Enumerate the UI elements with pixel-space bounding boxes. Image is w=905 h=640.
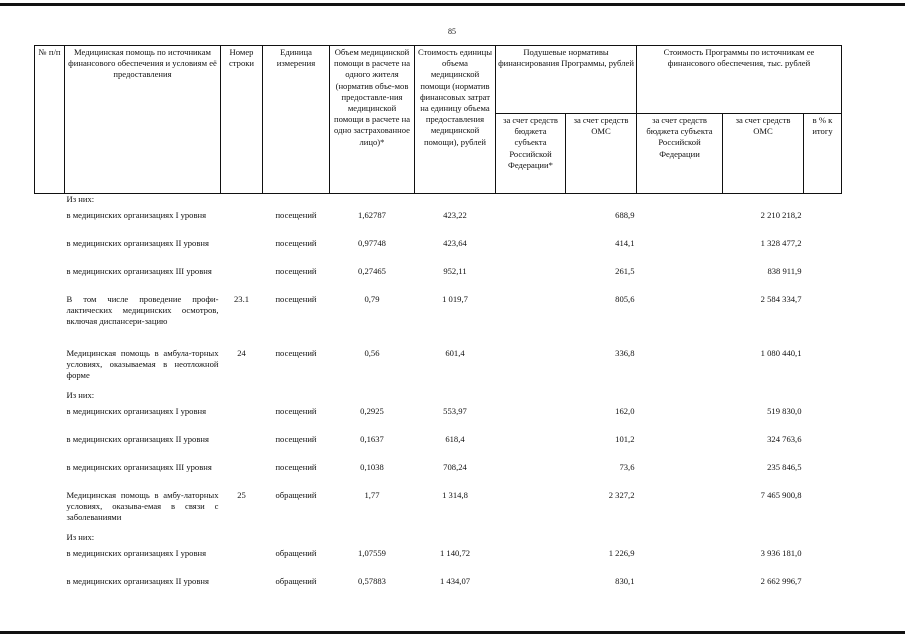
- cell-prog-pct: [804, 576, 842, 604]
- table-body: [35, 194, 842, 604]
- cell-unit: посещений: [275, 209, 317, 220]
- table-row: [35, 390, 842, 406]
- cell-percap-oms: 162,0: [615, 405, 635, 416]
- cell-name: в медицинских организациях II уровня: [66, 433, 209, 444]
- table-row: [35, 576, 842, 604]
- cell-prog-budget: [637, 406, 723, 434]
- cell-percap-budget: [496, 348, 566, 390]
- cell-row: 23.1: [233, 293, 250, 304]
- cell-num: [35, 490, 65, 532]
- cell-num: [35, 294, 65, 348]
- cell-num: [35, 462, 65, 490]
- cell-prog-pct: [804, 490, 842, 532]
- cell-prog-oms: 3 936 181,0: [760, 547, 802, 558]
- cell-volume: 0,56: [364, 347, 380, 358]
- cell-prog-oms: 2 210 218,2: [760, 209, 802, 220]
- cell-prog-pct: [804, 548, 842, 576]
- cell-percap-budget: [496, 390, 566, 406]
- cell-prog-pct: [804, 462, 842, 490]
- cell-unit: посещений: [275, 293, 317, 304]
- cell-name: в медицинских организациях I уровня: [66, 405, 207, 416]
- cell-num: [35, 548, 65, 576]
- header-percap: Подушевые нормативы финансирования Программы, рублей: [496, 46, 637, 114]
- cell-name: Из них:: [66, 389, 95, 400]
- cell-percap-budget: [496, 490, 566, 532]
- cell-percap-oms: 2 327,2: [608, 489, 635, 500]
- cell-num: [35, 532, 65, 548]
- table-header: [35, 46, 842, 194]
- table-row: [35, 532, 842, 548]
- cell-row: [221, 532, 263, 548]
- page-number: 85: [448, 27, 456, 36]
- header-prog-pct: в % к итогу: [804, 114, 842, 194]
- cell-prog-budget: [637, 266, 723, 294]
- cell-unit: посещений: [275, 347, 317, 358]
- cell-unit: посещений: [275, 405, 317, 416]
- cell-num: [35, 406, 65, 434]
- cell-prog-budget: [637, 548, 723, 576]
- cell-prog-pct: [804, 406, 842, 434]
- financing-table: [34, 45, 842, 604]
- cell-volume: [330, 532, 415, 548]
- cell-prog-oms: 235 846,5: [767, 461, 802, 472]
- cell-row: [221, 194, 263, 210]
- cell-prog-budget: [637, 434, 723, 462]
- cell-percap-oms: 336,8: [615, 347, 635, 358]
- cell-name: в медицинских организациях II уровня: [66, 575, 209, 586]
- cell-name: в медицинских организациях I уровня: [66, 209, 207, 220]
- header-row: Номер строки: [221, 46, 263, 194]
- cell-prog-pct: [804, 210, 842, 238]
- cell-percap-oms: 73,6: [619, 461, 635, 472]
- cell-percap-budget: [496, 194, 566, 210]
- cell-percap-budget: [496, 462, 566, 490]
- cell-prog-pct: [804, 434, 842, 462]
- cell-prog-oms: 838 911,9: [767, 265, 802, 276]
- cell-name: Медицинская помощь в амбу-латорных условиях, оказыва-емая в связи с заболеваниями: [66, 489, 219, 522]
- cell-percap-oms: [566, 194, 637, 210]
- header-program: Стоимость Программы по источникам ее финансового обеспечения, тыс. рублей: [637, 46, 842, 114]
- cell-name: Из них:: [66, 531, 95, 542]
- cell-percap-budget: [496, 576, 566, 604]
- cell-cost: 553,97: [443, 405, 467, 416]
- top-border: [0, 3, 905, 6]
- cell-name: Медицинская помощь в амбула-торных условиях, оказываемая в неотложной форме: [66, 347, 219, 380]
- cell-cost: [415, 532, 496, 548]
- cell-prog-pct: [804, 238, 842, 266]
- table-row: [35, 406, 842, 434]
- cell-name: в медицинских организациях I уровня: [66, 547, 207, 558]
- cell-row: [221, 238, 263, 266]
- cell-num: [35, 238, 65, 266]
- cell-prog-oms: 2 662 996,7: [760, 575, 802, 586]
- cell-volume: [330, 390, 415, 406]
- cell-row: [221, 576, 263, 604]
- table-row: [35, 490, 842, 532]
- cell-row: [221, 210, 263, 238]
- cell-prog-budget: [637, 532, 723, 548]
- cell-volume: 1,62787: [358, 209, 386, 220]
- cell-row: 24: [237, 347, 246, 358]
- cell-percap-budget: [496, 210, 566, 238]
- cell-prog-oms: 324 763,6: [767, 433, 802, 444]
- cell-volume: 1,07559: [358, 547, 386, 558]
- cell-percap-budget: [496, 532, 566, 548]
- cell-percap-oms: 101,2: [615, 433, 635, 444]
- cell-volume: 0,2925: [360, 405, 384, 416]
- cell-volume: 0,1038: [360, 461, 384, 472]
- cell-prog-budget: [637, 210, 723, 238]
- cell-prog-oms: 1 328 477,2: [760, 237, 802, 248]
- cell-prog-budget: [637, 462, 723, 490]
- cell-percap-budget: [496, 266, 566, 294]
- table-row: [35, 210, 842, 238]
- cell-prog-budget: [637, 348, 723, 390]
- cell-cost: 423,22: [443, 209, 467, 220]
- cell-name: В том числе проведение профи-лактических медицинских осмотров, включая диспансери-зацию: [66, 293, 219, 326]
- cell-cost: 1 314,8: [442, 489, 468, 500]
- cell-prog-pct: [804, 532, 842, 548]
- cell-percap-oms: [566, 390, 637, 406]
- cell-num: [35, 576, 65, 604]
- cell-unit: посещений: [275, 433, 317, 444]
- header-cost: Стоимость единицы объема медицинской помощи (норматив финансовых затрат на единицу объема предоставления медицинской помощи), рублей: [415, 46, 496, 194]
- cell-percap-budget: [496, 238, 566, 266]
- header-num: № п/п: [35, 46, 65, 194]
- cell-prog-oms: 519 830,0: [767, 405, 802, 416]
- cell-percap-oms: 1 226,9: [608, 547, 635, 558]
- cell-percap-oms: 688,9: [615, 209, 635, 220]
- cell-volume: 1,77: [364, 489, 380, 500]
- cell-unit: [263, 194, 330, 210]
- cell-prog-oms: [723, 532, 804, 548]
- cell-percap-oms: 830,1: [615, 575, 635, 586]
- cell-cost: 952,11: [443, 265, 467, 276]
- cell-percap-budget: [496, 406, 566, 434]
- table-row: [35, 434, 842, 462]
- cell-prog-pct: [804, 194, 842, 210]
- cell-prog-oms: 7 465 900,8: [760, 489, 802, 500]
- cell-prog-oms: [723, 390, 804, 406]
- cell-unit: обращений: [275, 575, 317, 586]
- cell-volume: 0,57883: [358, 575, 386, 586]
- cell-num: [35, 266, 65, 294]
- cell-unit: [263, 390, 330, 406]
- cell-row: [221, 462, 263, 490]
- cell-cost: 1 140,72: [439, 547, 471, 558]
- cell-prog-budget: [637, 576, 723, 604]
- cell-cost: [415, 390, 496, 406]
- cell-percap-oms: 261,5: [615, 265, 635, 276]
- bottom-border: [0, 631, 905, 634]
- cell-num: [35, 194, 65, 210]
- table-row: [35, 462, 842, 490]
- cell-unit: посещений: [275, 461, 317, 472]
- header-percap-oms: за счет средств ОМС: [566, 114, 637, 194]
- cell-percap-budget: [496, 434, 566, 462]
- cell-row: 25: [237, 489, 246, 500]
- cell-num: [35, 210, 65, 238]
- cell-cost: 618,4: [445, 433, 465, 444]
- header-prog-oms: за счет средств ОМС: [723, 114, 804, 194]
- cell-num: [35, 348, 65, 390]
- cell-unit: [263, 532, 330, 548]
- cell-name: Из них:: [66, 194, 95, 204]
- cell-prog-oms: 2 584 334,7: [760, 293, 802, 304]
- header-name: Медицинская помощь по источникам финансового обеспечения и условиям её предоставления: [65, 46, 221, 194]
- cell-volume: 0,1637: [360, 433, 384, 444]
- table-row: [35, 294, 842, 348]
- cell-prog-pct: [804, 348, 842, 390]
- cell-cost: [415, 194, 496, 210]
- cell-cost: 601,4: [445, 347, 465, 358]
- cell-row: [221, 266, 263, 294]
- cell-percap-oms: 805,6: [615, 293, 635, 304]
- cell-prog-pct: [804, 294, 842, 348]
- cell-row: [221, 406, 263, 434]
- cell-unit: посещений: [275, 237, 317, 248]
- cell-volume: 0,79: [364, 293, 380, 304]
- cell-row: [221, 390, 263, 406]
- cell-prog-pct: [804, 266, 842, 294]
- table-row: [35, 238, 842, 266]
- header-prog-budget: за счет средств бюджета субъекта Российской Федерации: [637, 114, 723, 194]
- cell-row: [221, 548, 263, 576]
- cell-volume: 0,97748: [358, 237, 386, 248]
- cell-name: в медицинских организациях III уровня: [66, 265, 212, 276]
- cell-percap-budget: [496, 294, 566, 348]
- cell-volume: 0,27465: [358, 265, 386, 276]
- cell-unit: посещений: [275, 265, 317, 276]
- cell-percap-oms: 414,1: [615, 237, 635, 248]
- cell-prog-budget: [637, 490, 723, 532]
- cell-prog-pct: [804, 390, 842, 406]
- cell-volume: [330, 194, 415, 210]
- header-percap-budget: за счет средств бюджета субъекта Российской Федерации*: [496, 114, 566, 194]
- cell-name: в медицинских организациях II уровня: [66, 237, 209, 248]
- cell-row: [221, 434, 263, 462]
- cell-num: [35, 434, 65, 462]
- cell-percap-oms: [566, 532, 637, 548]
- cell-cost: 708,24: [443, 461, 467, 472]
- cell-num: [35, 390, 65, 406]
- cell-cost: 423,64: [443, 237, 467, 248]
- table-row: [35, 548, 842, 576]
- cell-prog-budget: [637, 194, 723, 210]
- cell-prog-budget: [637, 294, 723, 348]
- cell-prog-oms: [723, 194, 804, 210]
- cell-name: в медицинских организациях III уровня: [66, 461, 212, 472]
- table-row: [35, 348, 842, 390]
- cell-prog-budget: [637, 390, 723, 406]
- header-unit: Единица измерения: [263, 46, 330, 194]
- cell-prog-oms: 1 080 440,1: [760, 347, 802, 358]
- cell-unit: обращений: [275, 489, 317, 500]
- cell-percap-budget: [496, 548, 566, 576]
- header-volume: Объем медицинской помощи в расчете на одного жителя (норматив объе-мов предоставле-ния медицинской помощи в расчете на одно застрахованное лицо)*: [330, 46, 415, 194]
- cell-cost: 1 434,07: [439, 575, 471, 586]
- table-row: [35, 266, 842, 294]
- table-row: [35, 194, 842, 210]
- cell-prog-budget: [637, 238, 723, 266]
- cell-cost: 1 019,7: [442, 293, 468, 304]
- cell-unit: обращений: [275, 547, 317, 558]
